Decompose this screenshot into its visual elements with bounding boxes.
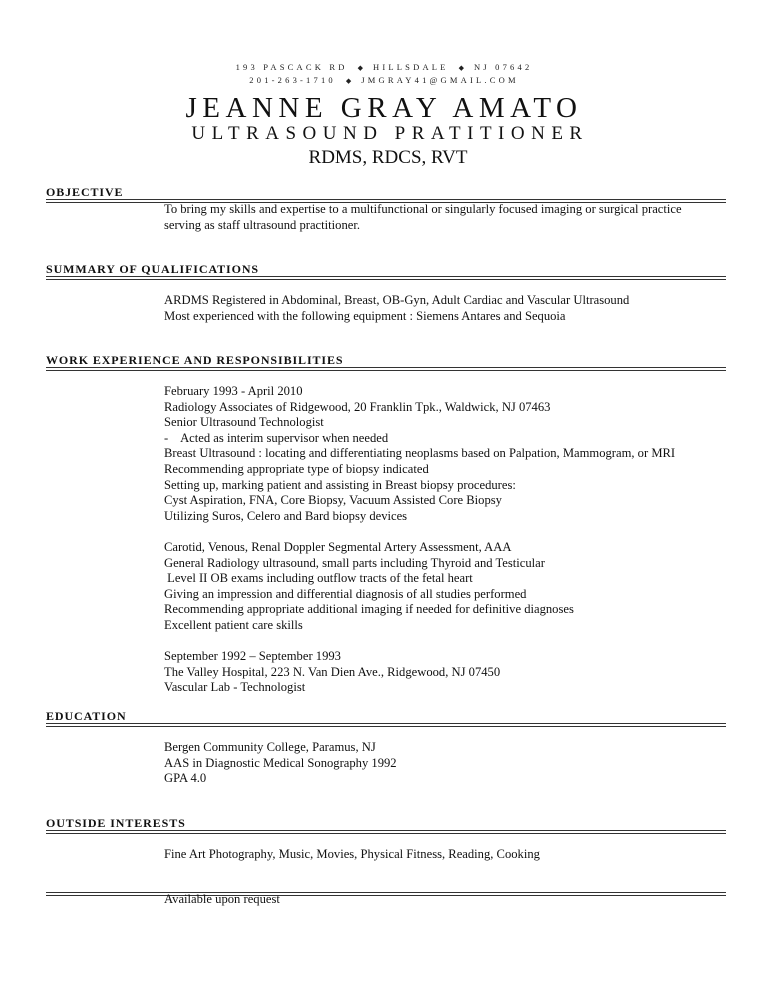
- position: Senior Ultrasound Technologist: [164, 415, 324, 430]
- section-heading-experience: [46, 353, 726, 367]
- text-line: Available upon request: [164, 892, 280, 906]
- heading-rule: [46, 726, 726, 727]
- section-heading-interests: [46, 816, 726, 830]
- heading-underline: [46, 276, 726, 277]
- heading-label: OBJECTIVE: [46, 185, 124, 199]
- heading-label: EDUCATION: [46, 709, 127, 723]
- interests-text: [164, 847, 724, 863]
- text-line: - Acted as interim supervisor when needed: [164, 430, 389, 445]
- heading-rule: [46, 833, 726, 834]
- text-line: Utilizing Suros, Celero and Bard biopsy devices: [164, 508, 408, 523]
- text-line: Most experienced with the following equipment : Siemens Antares and Sequoia: [164, 308, 566, 323]
- text-line: To bring my skills and expertise to a multifunctional or singularly focused imaging or surgical practice: [164, 202, 682, 216]
- city: HILLSDALE: [373, 62, 449, 72]
- text-line: Carotid, Venous, Renal Doppler Segmental Artery Assessment, AAA: [164, 539, 512, 554]
- email-address: JMGRAY41@GMAIL.COM: [361, 75, 519, 85]
- references-text: [164, 892, 724, 908]
- experience-job-1: [164, 384, 724, 696]
- heading-label: OUTSIDE INTERESTS: [46, 816, 186, 830]
- contact-phone-email-line: [0, 75, 768, 85]
- heading-underline: [46, 723, 726, 724]
- job-dates: February 1993 - April 2010: [164, 384, 303, 398]
- heading-label: WORK EXPERIENCE AND RESPONSIBILITIES: [46, 353, 344, 367]
- school: Bergen Community College, Paramus, NJ: [164, 740, 376, 754]
- heading-underline: [46, 830, 726, 831]
- text-line: Giving an impression and differential diagnosis of all studies performed: [164, 586, 527, 601]
- text-line: Excellent patient care skills: [164, 617, 303, 632]
- qualifications-text: [164, 293, 724, 324]
- degree: AAS in Diagnostic Medical Sonography 1992: [164, 755, 397, 770]
- text-line: Setting up, marking patient and assisting in Breast biopsy procedures:: [164, 477, 516, 492]
- section-heading-education: [46, 709, 726, 723]
- state-zip: NJ 07642: [473, 62, 533, 72]
- heading-underline: [46, 367, 726, 368]
- section-heading-references: [46, 878, 726, 892]
- text-line: Level II OB exams including outflow tracts of the fetal heart: [164, 571, 473, 586]
- credentials: RDMS, RDCS, RVT: [308, 147, 468, 168]
- employer: The Valley Hospital, 223 N. Van Dien Ave., Ridgewood, NJ 07450: [164, 664, 501, 679]
- employer: Radiology Associates of Ridgewood, 20 Franklin Tpk., Waldwick, NJ 07463: [164, 399, 551, 414]
- separator-icon: ◆: [357, 64, 364, 72]
- position: Vascular Lab - Technologist: [164, 680, 306, 695]
- heading-rule: [46, 279, 726, 280]
- gpa: GPA 4.0: [164, 771, 207, 786]
- education-text: [164, 740, 724, 787]
- text-line: Fine Art Photography, Music, Movies, Physical Fitness, Reading, Cooking: [164, 847, 540, 861]
- text-line: General Radiology ultrasound, small parts including Thyroid and Testicular: [164, 555, 545, 570]
- phone-number: 201-263-1710: [249, 75, 336, 85]
- job-dates: September 1992 – September 1993: [164, 649, 341, 664]
- applicant-name: JEANNE GRAY AMATO: [185, 92, 583, 124]
- text-line: Breast Ultrasound : locating and differentiating neoplasms based on Palpation, Mammogram, or MRI: [164, 446, 676, 461]
- section-heading-objective: [46, 185, 726, 199]
- text-line: Recommending appropriate type of biopsy indicated: [164, 461, 429, 476]
- heading-label: [46, 878, 48, 892]
- text-line: ARDMS Registered in Abdominal, Breast, OB-Gyn, Adult Cardiac and Vascular Ultrasound: [164, 293, 630, 307]
- text-line: Cyst Aspiration, FNA, Core Biopsy, Vacuum Assisted Core Biopsy: [164, 493, 502, 508]
- heading-underline: [46, 199, 726, 200]
- separator-icon: ◆: [345, 77, 352, 85]
- text-line: Recommending appropriate additional imaging if needed for definitive diagnoses: [164, 602, 574, 617]
- heading-label: SUMMARY OF QUALIFICATIONS: [46, 262, 259, 276]
- heading-rule: [46, 370, 726, 371]
- section-heading-qualifications: [46, 262, 726, 276]
- separator-icon: ◆: [458, 64, 464, 72]
- street-address: 193 PASCACK RD: [235, 62, 348, 72]
- job-title: ULTRASOUND PRATITIONER: [191, 123, 589, 144]
- contact-address-line: [0, 62, 768, 72]
- text-line: serving as staff ultrasound practitioner.: [164, 217, 360, 232]
- objective-text: [164, 202, 724, 233]
